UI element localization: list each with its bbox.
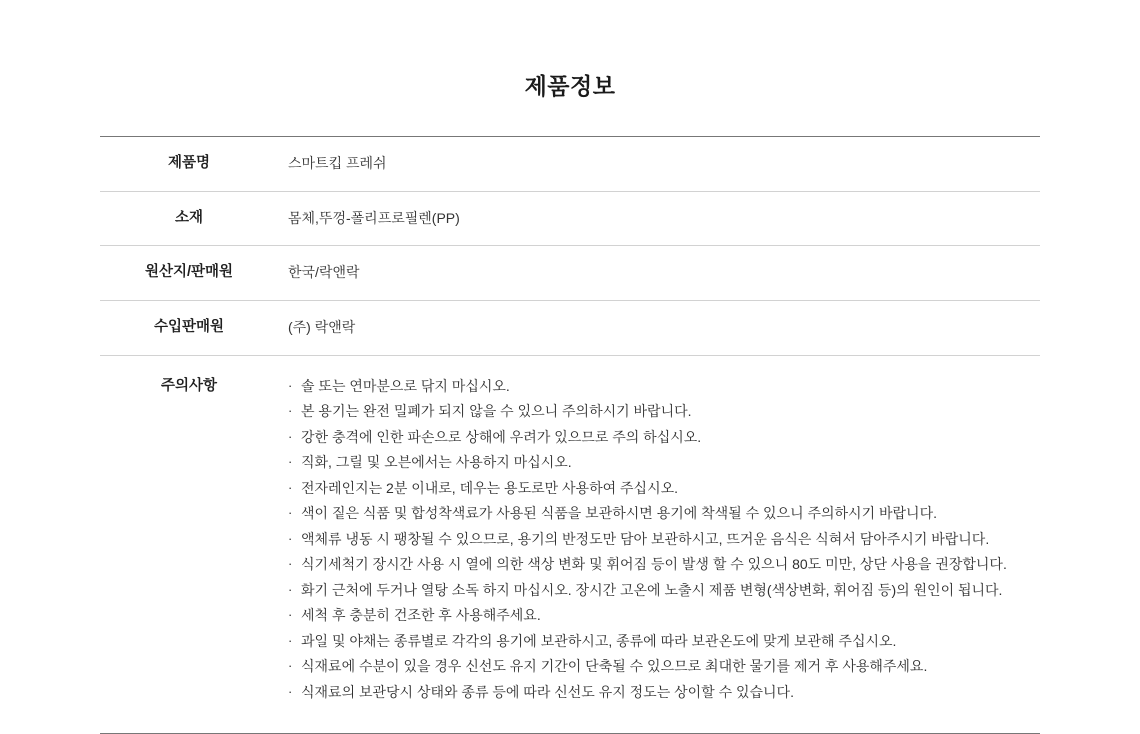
list-item — [288, 450, 1040, 475]
spec-table-body — [100, 136, 1040, 733]
list-item-text: 솔 또는 연마분으로 닦지 마십시오. — [301, 377, 510, 394]
list-item-text: 강한 충격에 인한 파손으로 상해에 우려가 있으므로 주의 하십시오. — [301, 428, 702, 445]
list-item — [288, 603, 1040, 628]
spec-value-material: 몸체,뚜껑-폴리프로필렌(PP) — [288, 209, 460, 226]
list-item — [288, 527, 1040, 552]
list-item — [288, 425, 1040, 450]
spec-value-importer: (주) 락앤락 — [288, 319, 356, 336]
list-item — [288, 399, 1040, 424]
list-item — [288, 374, 1040, 399]
list-item — [288, 629, 1040, 654]
spec-value-origin-seller: 한국/락앤락 — [288, 264, 360, 281]
list-item-text: 과일 및 야채는 종류별로 각각의 용기에 보관하시고, 종류에 따라 보관온도에 맞게 보관해 주십시오. — [301, 632, 897, 649]
table-row-cautions — [100, 355, 1040, 733]
bullet-icon: · — [288, 683, 293, 699]
spec-label-material: 소재 — [174, 209, 203, 226]
list-item-text: 액체류 냉동 시 팽창될 수 있으므로, 용기의 반정도만 담아 보관하시고, 뜨거운 음식은 식혀서 담아주시기 바랍니다. — [301, 530, 990, 547]
bullet-icon: · — [288, 530, 293, 546]
bullet-icon: · — [288, 607, 293, 623]
spec-value-cautions — [288, 355, 1040, 733]
spec-label-importer: 수입판매원 — [153, 319, 225, 336]
bullet-icon: · — [288, 428, 293, 444]
list-item-text: 전자레인지는 2분 이내로, 데우는 용도로만 사용하여 주십시오. — [301, 479, 679, 496]
list-item-text: 식기세척기 장시간 사용 시 열에 의한 색상 변화 및 휘어짐 등이 발생 할 수 있으니 80도 미만, 상단 사용을 권장합니다. — [301, 556, 1007, 573]
list-item-text: 식재료에 수분이 있을 경우 신선도 유지 기간이 단축될 수 있으므로 최대한 물기를 제거 후 사용해주세요. — [301, 658, 928, 675]
list-item-text: 본 용기는 완전 밀폐가 되지 않을 수 있으니 주의하시기 바랍니다. — [301, 403, 692, 420]
list-item — [288, 476, 1040, 501]
bullet-icon: · — [288, 479, 293, 495]
bullet-icon: · — [288, 403, 293, 419]
list-item-text: 색이 짙은 식품 및 합성착색료가 사용된 식품을 보관하시면 용기에 착색될 수 있으니 주의하시기 바랍니다. — [301, 505, 937, 522]
product-spec-table — [100, 136, 1040, 734]
bullet-icon: · — [288, 505, 293, 521]
bullet-icon: · — [288, 377, 293, 393]
list-item — [288, 552, 1040, 577]
spec-value-product-name: 스마트킵 프레쉬 — [288, 154, 387, 171]
table-row — [100, 301, 1040, 356]
spec-label-cautions: 주의사항 — [160, 377, 218, 394]
list-item-text: 식재료의 보관당시 상태와 종류 등에 따라 신선도 유지 정도는 상이할 수 있습니다. — [301, 683, 794, 700]
table-row — [100, 136, 1040, 191]
list-item — [288, 680, 1040, 705]
caution-list — [288, 374, 1040, 705]
bullet-icon: · — [288, 632, 293, 648]
bullet-icon: · — [288, 556, 293, 572]
spec-label-product-name: 제품명 — [167, 154, 211, 171]
list-item — [288, 654, 1040, 679]
bullet-icon: · — [288, 658, 293, 674]
spec-label-origin-seller: 원산지/판매원 — [144, 264, 234, 281]
bullet-icon: · — [288, 581, 293, 597]
table-row — [100, 246, 1040, 301]
list-item-text: 화기 근처에 두거나 열탕 소독 하지 마십시오. 장시간 고온에 노출시 제품 변형(색상변화, 휘어짐 등)의 원인이 됩니다. — [301, 581, 1003, 598]
bullet-icon: · — [288, 454, 293, 470]
list-item-text: 세척 후 충분히 건조한 후 사용해주세요. — [301, 607, 541, 624]
table-row — [100, 191, 1040, 246]
list-item — [288, 501, 1040, 526]
page-title: 제품정보 — [524, 73, 616, 99]
list-item — [288, 578, 1040, 603]
list-item-text: 직화, 그릴 및 오븐에서는 사용하지 마십시오. — [301, 454, 572, 471]
